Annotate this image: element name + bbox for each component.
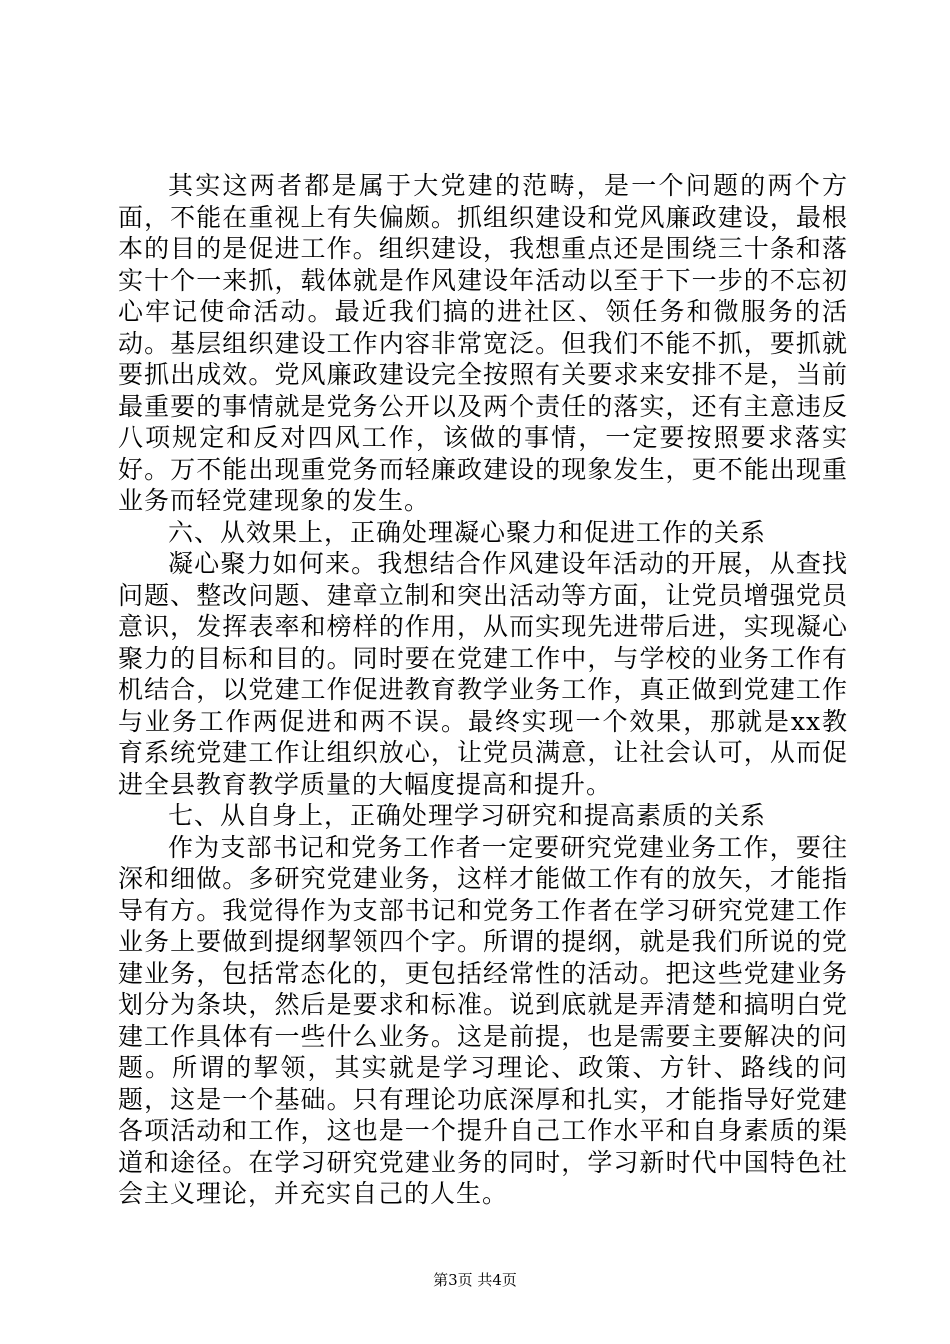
section-heading-seven: 七、从自身上，正确处理学习研究和提高素质的关系 — [168, 801, 767, 830]
body-paragraph: 其实这两者都是属于大党建的范畴，是一个问题的两个方面，不能在重视上有失偏颇。抓组织建设和党风廉政建设，最根本的目的是促进工作。组织建设，我想重点还是围绕三十条和落实十个一来抓，载体就是作风建设年活动以至于下一步的不忘初心牢记使命活动。最近我们搞的进社区、领任务和微服务的活动。基层组织建设工作内容非常宽泛。但我们不能不抓，要抓就要抓出成效。党风廉政建设完全按照有关要求来安排不是，当前最重要的事情就是党务公开以及两个责任的落实，还有主意违反八项规定和反对四风工作，该做的事情，一定要按照要求落实好。万不能出现重党务而轻廉政建设的现象发生，更不能出现重业务而轻党建现象的发生。 — [118, 171, 848, 515]
page-number-footer: 第3页 共4页 — [433, 1271, 517, 1289]
section-heading-six: 六、从效果上，正确处理凝心聚力和促进工作的关系 — [168, 517, 767, 547]
body-paragraph: 作为支部书记和党务工作者一定要研究党建业务工作，要往深和细做。多研究党建业务，这样才能做工作有的放矢，才能指导有方。我觉得作为支部书记和党务工作者在学习研究党建工作业务上要做到提纲挈领四个字。所谓的提纲，就是我们所说的党建业务，包括常态化的，更包括经常性的活动。把这些党建业务划分为条块，然后是要求和标准。说到底就是弄清楚和搞明白党建工作具体有一些什么业务。这是前提，也是需要主要解决的问题。所谓的挈领，其实就是学习理论、政策、方针、路线的问题，这是一个基础。只有理论功底深厚和扎实，才能指导好党建各项活动和工作，这也是一个提升自己工作水平和自身素质的渠道和途径。在学习研究党建业务的同时，学习新时代中国特色社会主义理论，并充实自己的人生。 — [118, 832, 848, 1208]
body-paragraph: 凝心聚力如何来。我想结合作风建设年活动的开展，从查找问题、整改问题、建章立制和突出活动等方面，让党员增强党员意识，发挥表率和榜样的作用，从而实现先进带后进，实现凝心聚力的目标和目的。同时要在党建工作中，与学校的业务工作有机结合，以党建工作促进教育教学业务工作，真正做到党建工作与业务工作两促进和两不误。最终实现一个效果，那就是xx教育系统党建工作让组织放心，让党员满意，让社会认可，从而促进全县教育教学质量的大幅度提高和提升。 — [118, 549, 848, 799]
document-body — [118, 170, 848, 1210]
